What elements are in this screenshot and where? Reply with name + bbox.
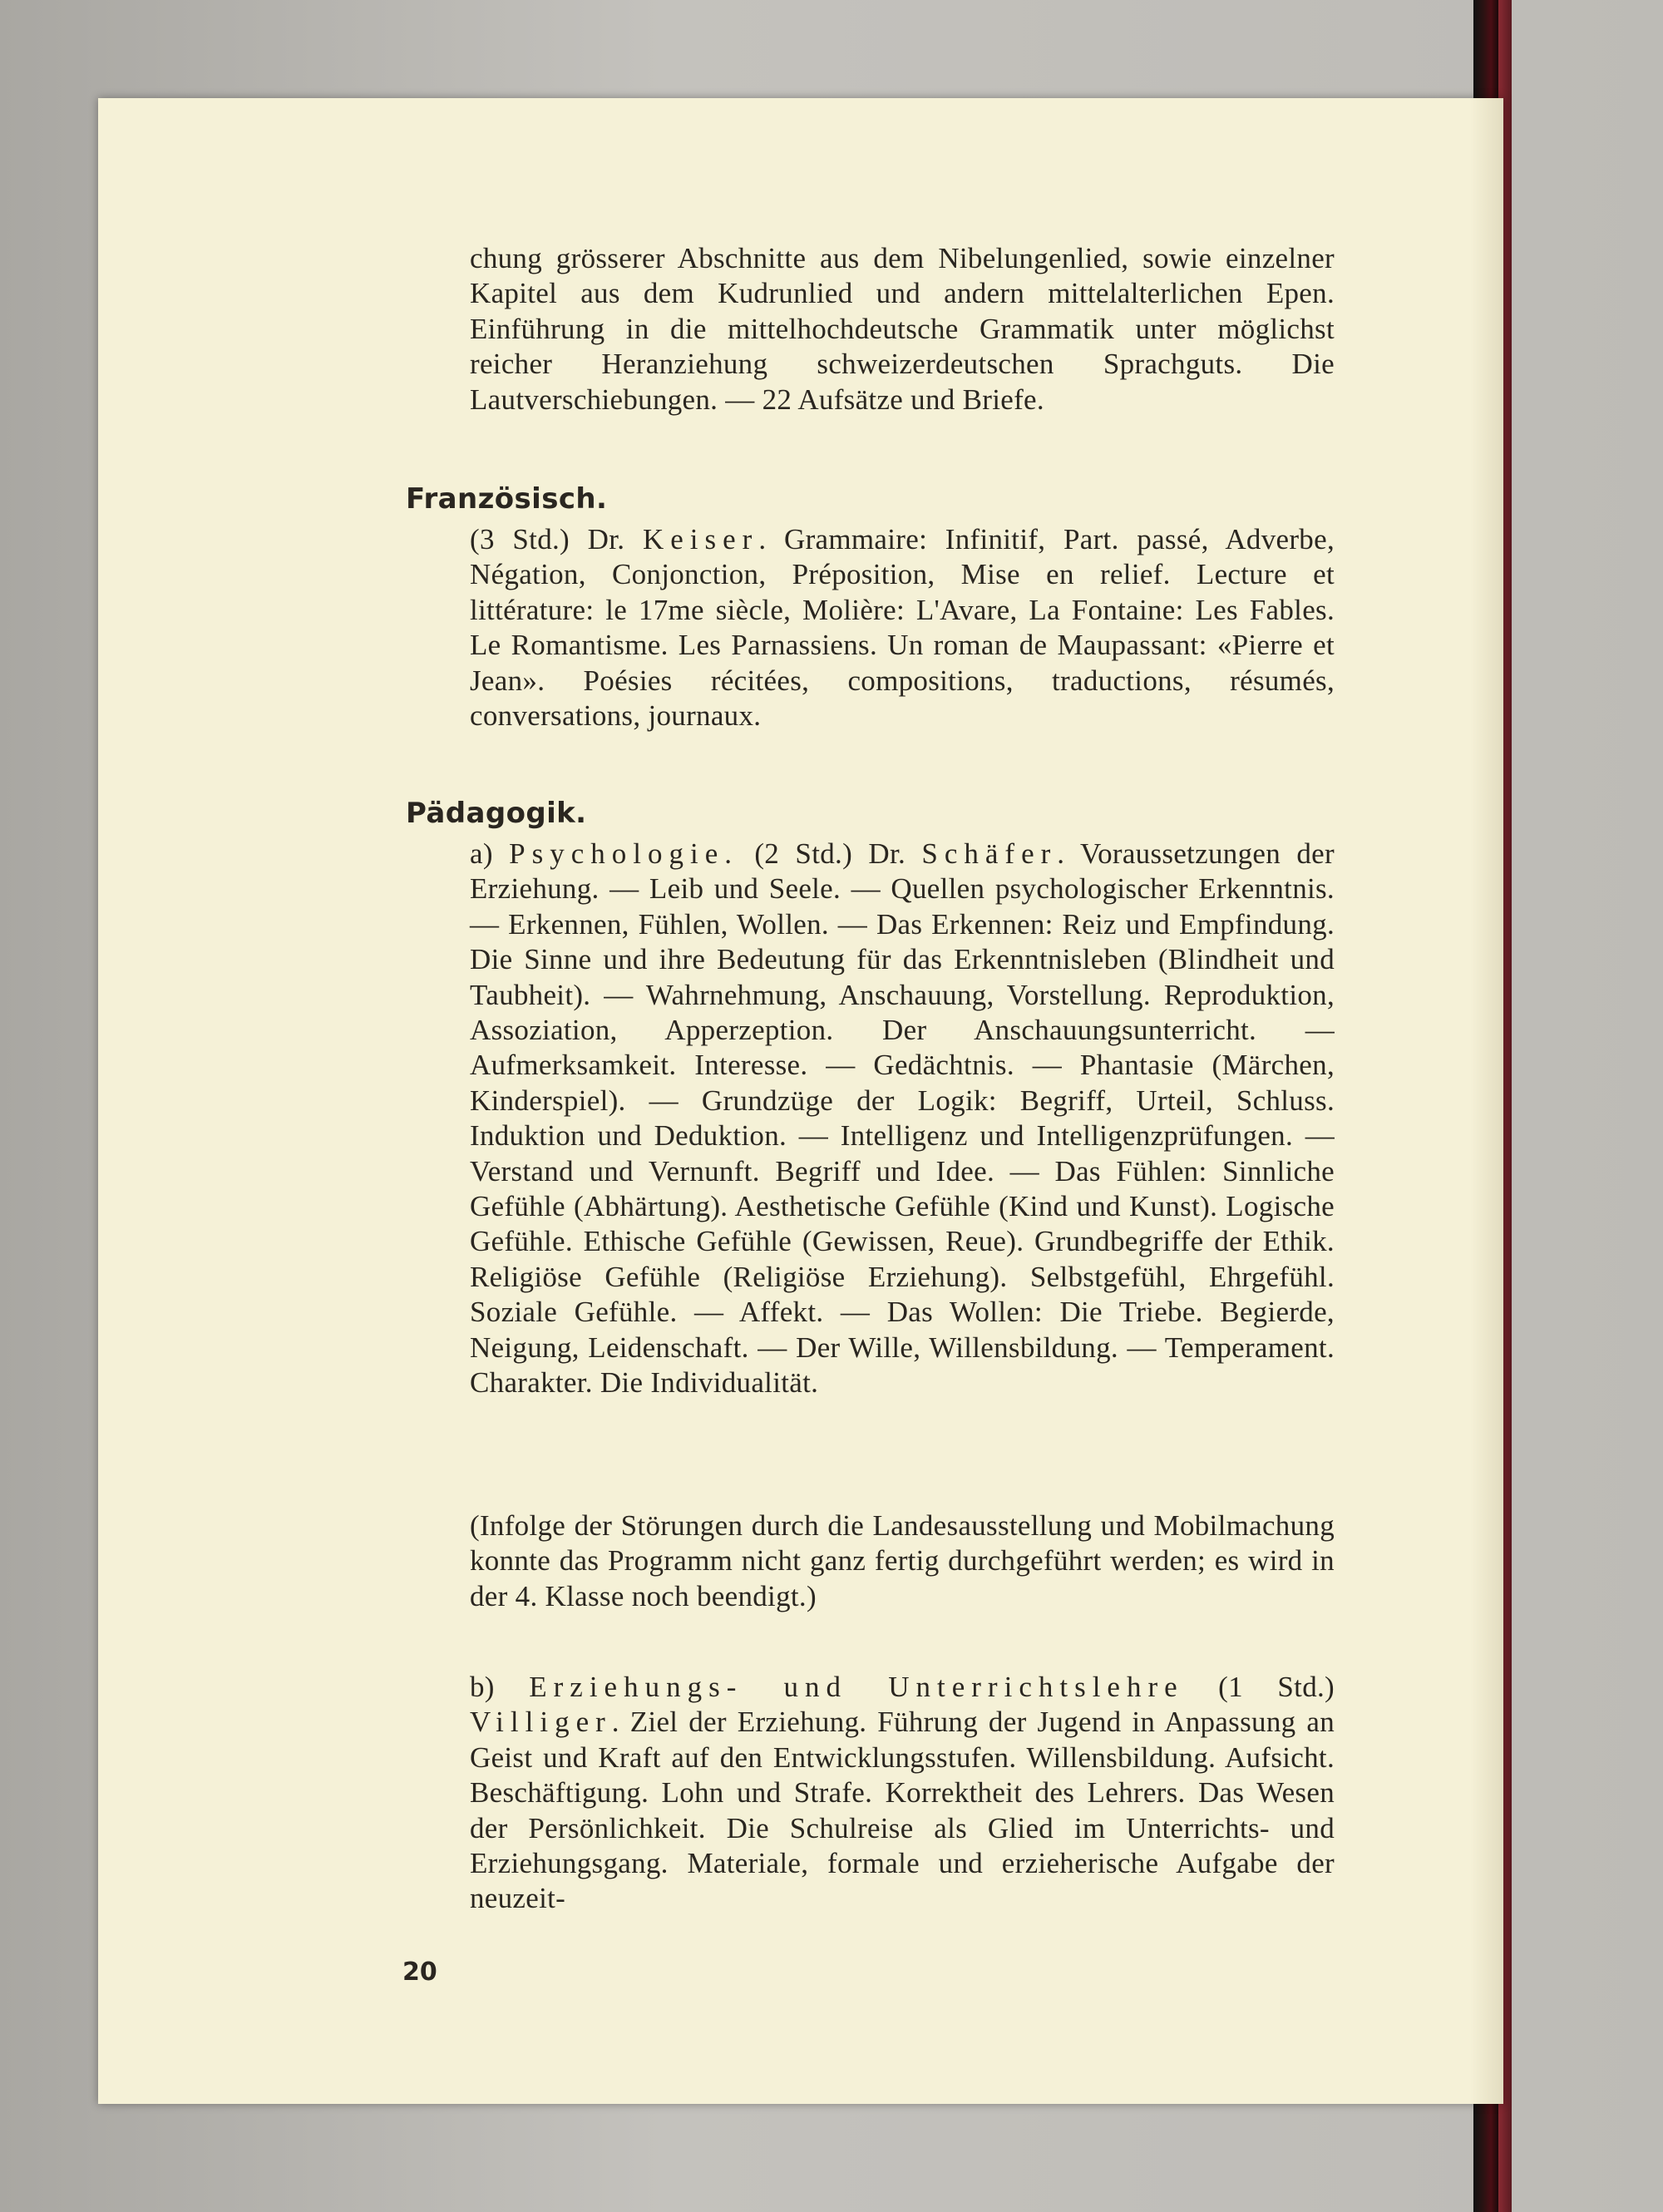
psychology-text: . Voraussetzungen der Erziehung. — Leib und Seele. — Quellen psychologischer Erkenntnis. — Erkennen, Fühlen, Wollen. — Das Erkennen: Reiz und Empfindung. Die Sinne und ihre Bedeutung für das Erkenntnisleben (Blindheit und Taubheit). — Wahrnehmung, Anschauung, Vorstellung. Reproduktion, Assoziation, Apperzeption. Der Anschauungsunterricht. — Aufmerksamkeit. Interesse. — Gedächtnis. — Phantasie (Märchen, Kinderspiel). — Grundzüge der Logik: Begriff, Urteil, Schluss. Induktion und Deduktion. — Intelligenz und Intelligenzprüfungen. — Verstand und Vernunft. Begriff und Idee. — Das Fühlen: Sinnliche Gefühle (Abhärtung). Aesthetische Gefühle (Kind und Kunst). Logische Gefühle. Ethische Gefühle (Gewissen, Reue). Grundbegriffe der Ethik. Religiöse Gefühle (Religiöse Erziehung). Selbstgefühl, Ehrgefühl. Soziale Gefühle. — Affekt. — Das Wollen: Die Triebe. Begierde, Neigung, Leidenschaft. — Der Wille, Willensbildung. — Temperament. Charakter. Die Individualität. [470, 837, 1335, 1400]
education-hours: (1 Std.) [1218, 1671, 1335, 1703]
psychology-teacher: Schäfer [921, 837, 1058, 870]
education-teacher: Villiger [470, 1706, 612, 1739]
education-title: Erziehungs- und Unterrichtslehre [529, 1671, 1184, 1703]
page-gutter-shade [1470, 98, 1503, 2104]
intro-paragraph-block [470, 241, 1335, 417]
psychology-block [470, 837, 1335, 1401]
pedagogy-note: (Infolge der Störungen durch die Landesausstellung und Mobilmachung konnte das Programm nicht ganz fertig durchgeführt werden; es wird in der 4. Klasse noch beendigt.) [470, 1509, 1335, 1612]
french-teacher: Keiser [642, 523, 759, 555]
french-hours: (3 Std.) Dr. [470, 523, 625, 555]
education-prefix: b) [470, 1671, 495, 1703]
intro-paragraph: chung grösserer Abschnitte aus dem Nibelungenlied, sowie einzelner Kapitel aus dem Kudrunlied und andern mittelalterlichen Epen. Einführung in die mittelhochdeutsche Grammatik unter möglichst reicher Heranziehung schweizerdeutschen Sprachguts. Die Lautverschiebungen. — 22 Aufsätze und Briefe. [470, 242, 1335, 416]
note-block [470, 1508, 1335, 1614]
french-text: . Grammaire: Infinitif, Part. passé, Adverbe, Négation, Conjonction, Préposition, Mise en relief. Lecture et littérature: le 17me siècle, Molière: L'Avare, La Fontaine: Les Fables. Le Romantisme. Les Parnassiens. Un roman de Maupassant: «Pierre et Jean». Poésies récitées, compositions, traductions, résumés, conversations, journaux. [470, 523, 1335, 733]
education-block [470, 1670, 1335, 1917]
psychology-hours: (2 Std.) Dr. [754, 837, 906, 870]
page-number: 20 [402, 1958, 437, 1987]
education-text: . Ziel der Erziehung. Führung der Jugend in Anpassung an Geist und Kraft auf den Entwicklungsstufen. Willensbildung. Aufsicht. Beschäftigung. Lohn und Strafe. Korrektheit des Lehrers. Das Wesen der Persönlichkeit. Die Schulreise als Glied im Unterrichts- und Erziehungsgang. Materiale, formale und erzieherische Aufgabe der neuzeit- [470, 1706, 1335, 1915]
french-block [470, 522, 1335, 733]
section-heading-pedagogy: Pädagogik. [406, 797, 587, 830]
psychology-paragraph [470, 837, 1335, 1401]
section-heading-french: Französisch. [406, 482, 608, 516]
psychology-title: Psychologie. [509, 837, 738, 870]
french-paragraph [470, 522, 1335, 733]
psychology-prefix: a) [470, 837, 493, 870]
education-paragraph [470, 1670, 1335, 1917]
